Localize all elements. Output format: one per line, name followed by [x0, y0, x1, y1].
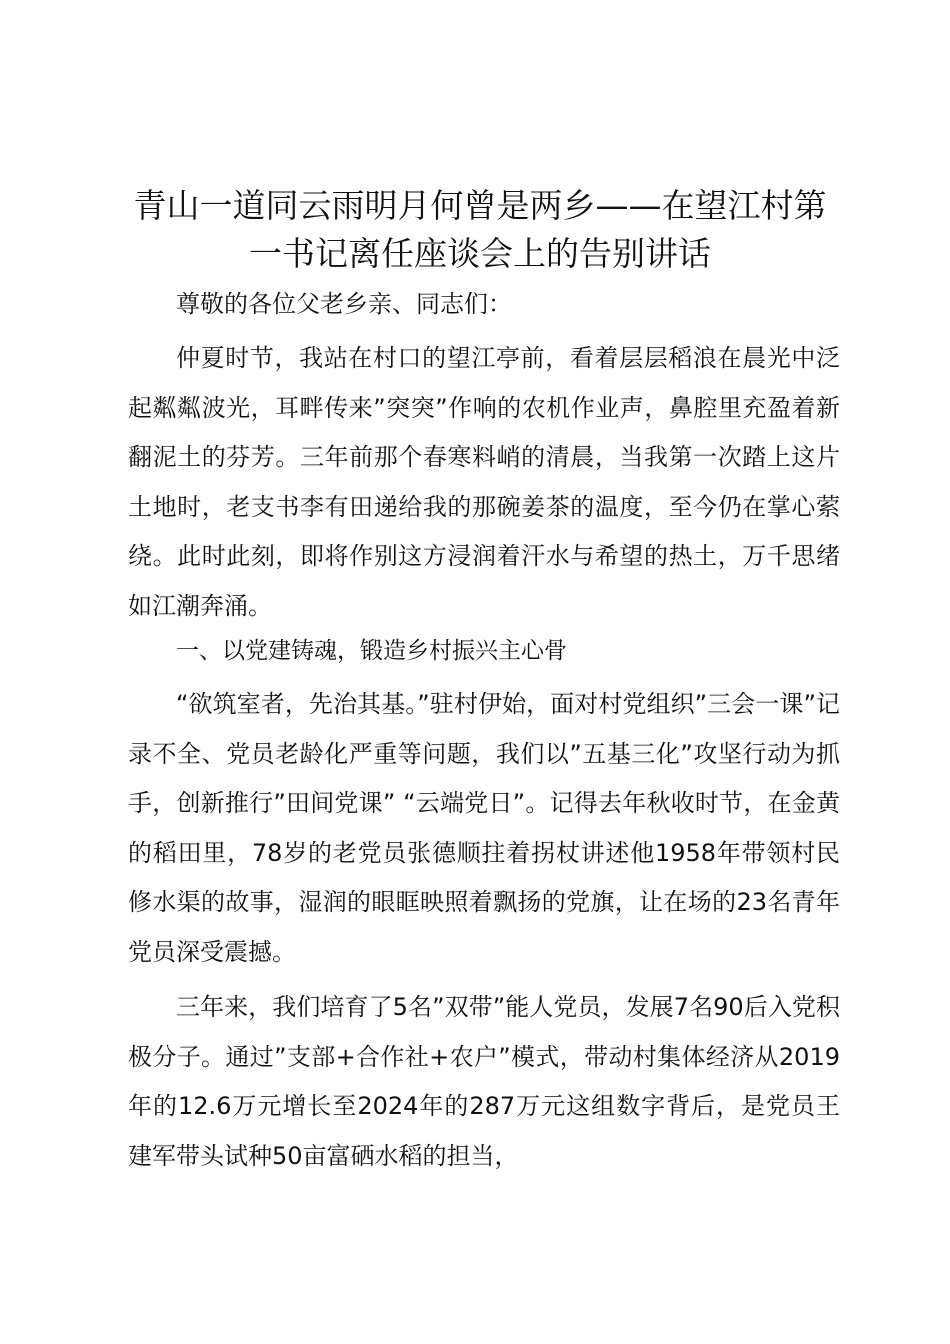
- document-title: 青山一道同云雨明月何曾是两乡——在望江村第一书记离任座谈会上的告别讲话: [133, 186, 827, 273]
- paragraph-1: 仲夏时节，我站在村口的望江亭前，看着层层稻浪在晨光中泛起粼粼波光，耳畔传来”突突”作响的农机作业声，鼻腔里充盈着新翻泥土的芬芳。三年前那个春寒料峭的清晨，当我第一次踏上这片土地时，老支书李有田递给我的那碗姜茶的温度，至今仍在掌心萦绕。此时此刻，即将作别这方浸润着汗水与希望的热土，万千思绪如江潮奔涌。: [128, 344, 840, 620]
- greeting: 尊敬的各位父老乡亲、同志们：: [176, 290, 512, 318]
- section-heading-1: 一、以党建铸魂，锻造乡村振兴主心骨: [176, 638, 567, 664]
- paragraph-2: “欲筑室者，先治其基。”驻村伊始，面对村党组织”三会一课”记录不全、党员老龄化严重等问题，我们以”五基三化”攻坚行动为抓手，创新推行”田间党课” “云端党日”。记得去年秋收时节，在金黄的稻田里，78岁的老党员张德顺拄着拐杖讲述他1958年带领村民修水渠的故事，湿润的眼眶映照着飘扬的党旗，让在场的23名青年党员深受震撼。: [128, 690, 840, 966]
- paragraph-3: 三年来，我们培育了5名”双带”能人党员，发展7名90后入党积极分子。通过”支部+合作社+农户”模式，带动村集体经济从2019年的12.6万元增长至2024年的287万元这组数字背后，是党员王建军带头试种50亩富硒水稻的担当，: [128, 993, 840, 1170]
